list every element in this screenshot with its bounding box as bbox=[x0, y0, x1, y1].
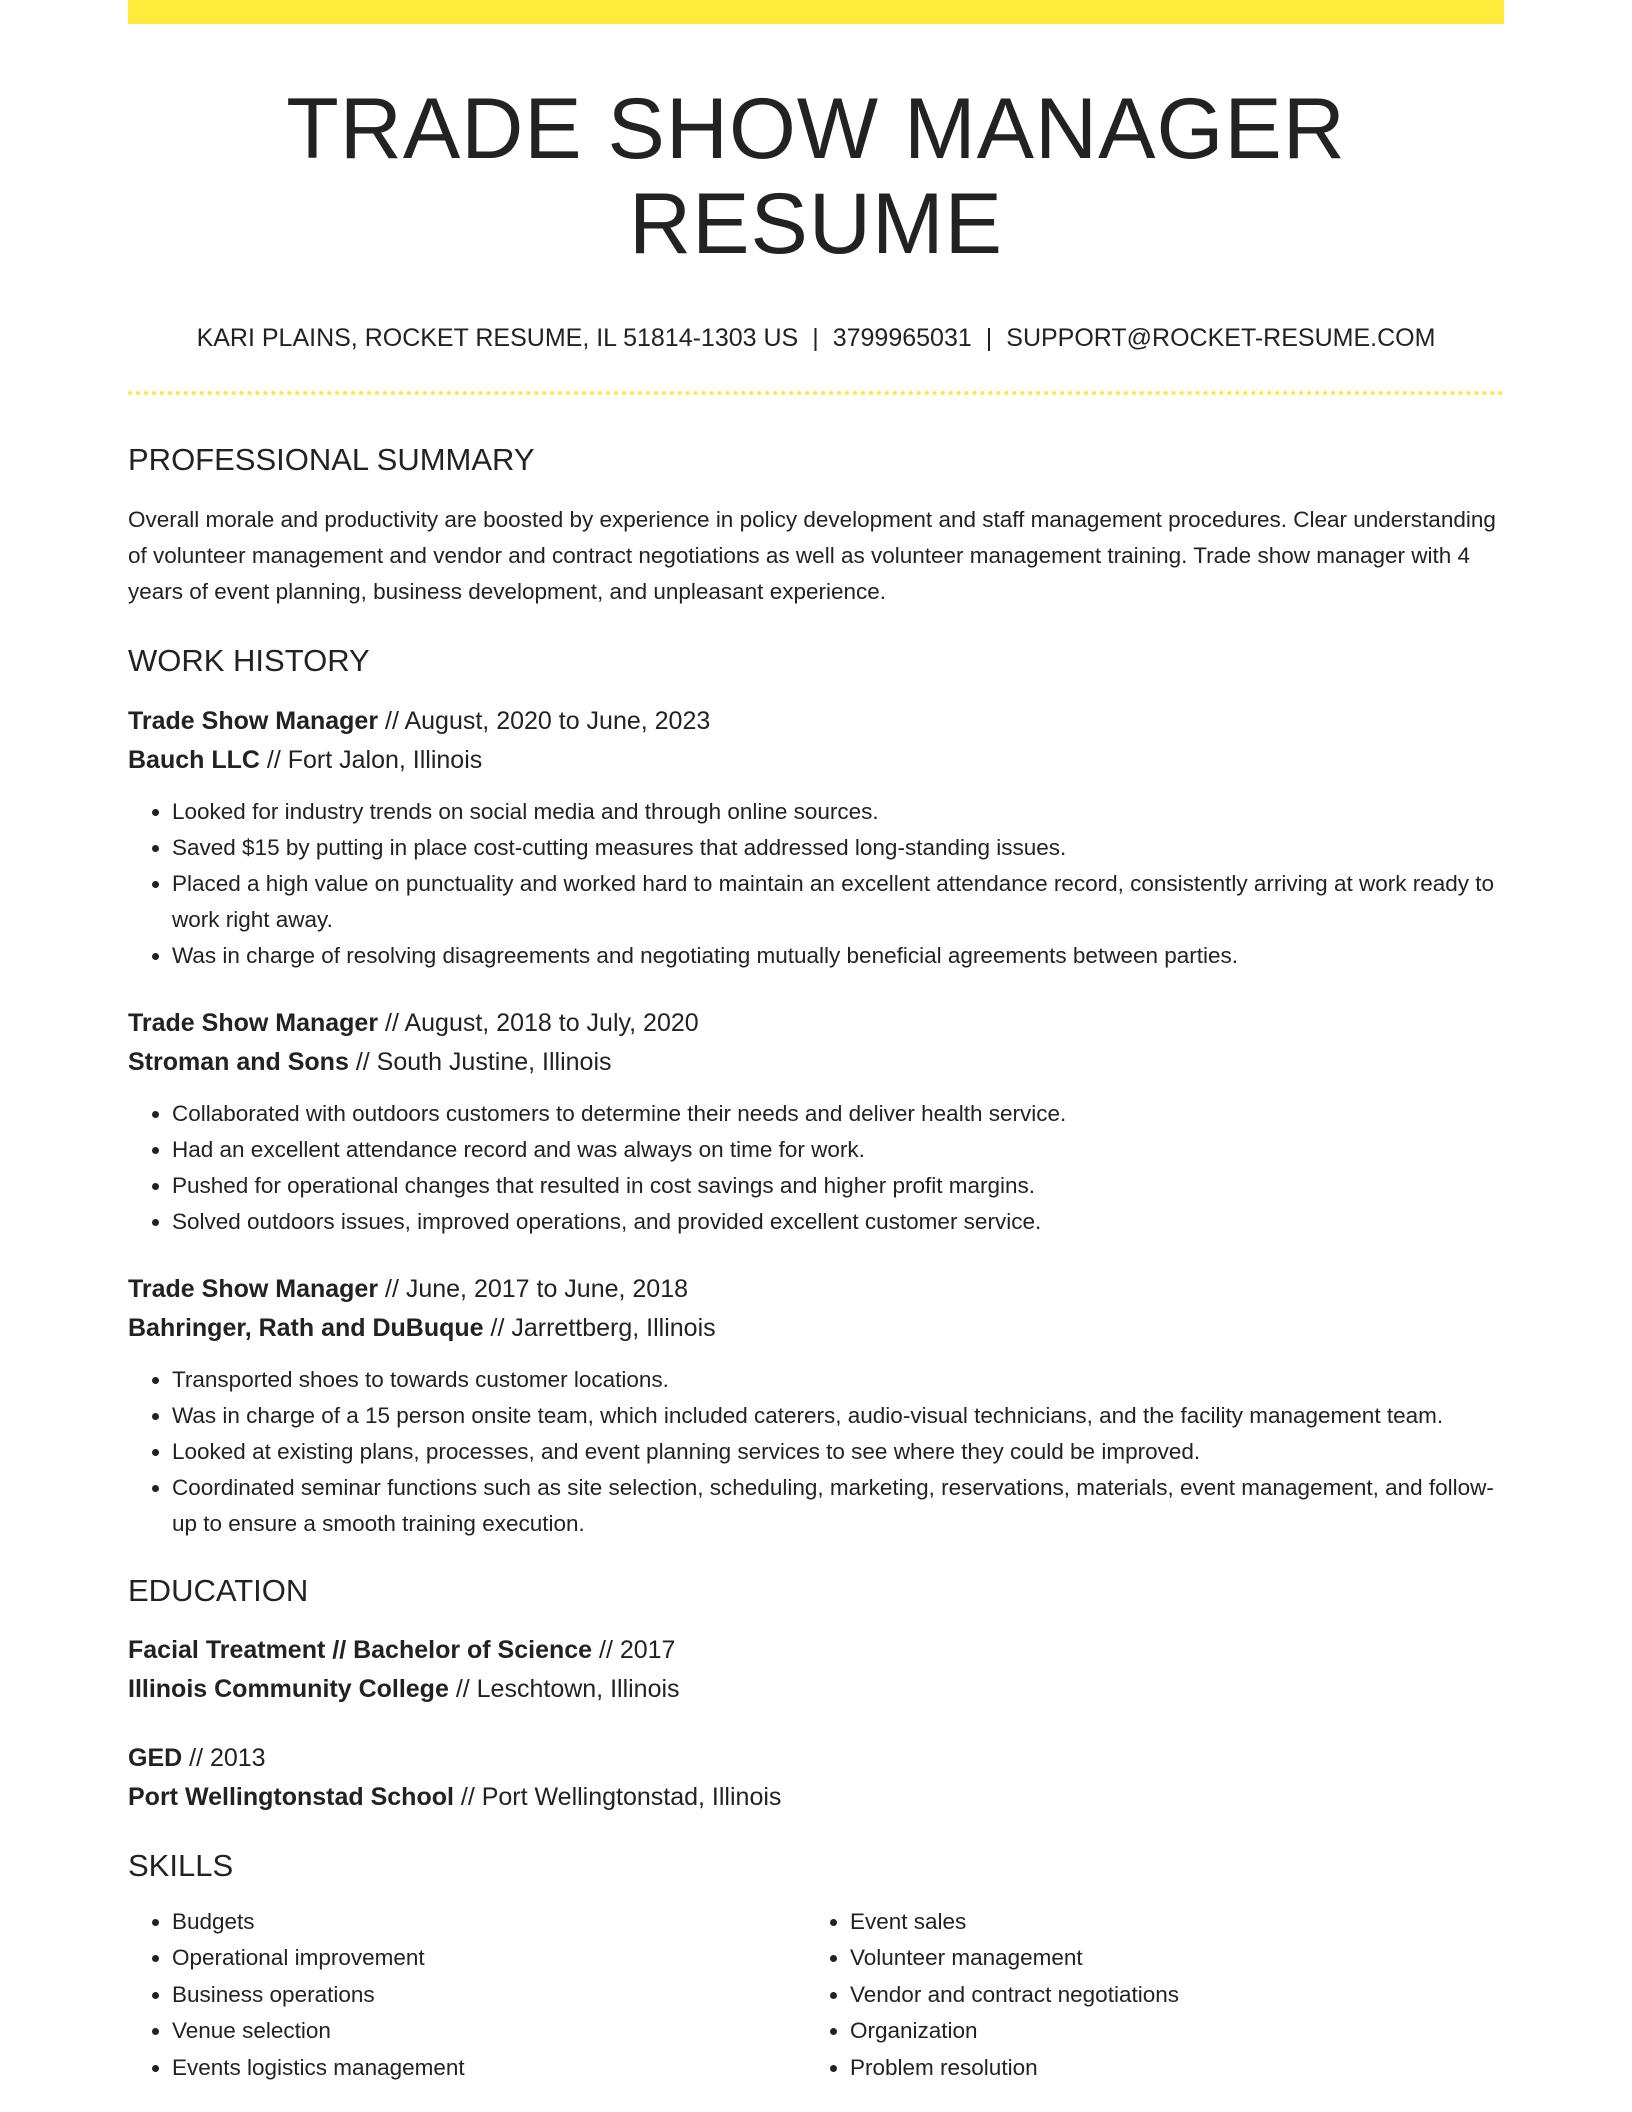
summary-text: Overall morale and productivity are boosted by experience in policy development and staff management procedures. Clear understanding of volunteer management and vendor and contract negotiations as well as volunteer management training. Trade show manager with 4 years of event planning, business development, and unpleasant experience. bbox=[128, 507, 1496, 605]
contact-separator: | bbox=[812, 324, 819, 353]
job-company: Bauch LLC bbox=[128, 745, 260, 774]
contact-phone[interactable]: 3799965031 bbox=[832, 324, 972, 353]
skills-heading: SKILLS bbox=[128, 1847, 234, 1883]
job-bullets bbox=[128, 1362, 1504, 1542]
contact-address: KARI PLAINS, ROCKET RESUME, IL 51814-1303 US bbox=[196, 324, 799, 353]
skills-column-right bbox=[806, 1904, 1484, 2087]
job-company: Bahringer, Rath and DuBuque bbox=[128, 1313, 484, 1342]
education-school-line bbox=[128, 1670, 1504, 1709]
job-dates: // August, 2020 to June, 2023 bbox=[378, 706, 711, 735]
top-accent-bar bbox=[128, 0, 1504, 24]
skill-item: • Volunteer management bbox=[850, 1940, 1484, 1977]
work-history-heading: WORK HISTORY bbox=[128, 643, 370, 679]
resume-title: TRADE SHOW MANAGER RESUME bbox=[286, 81, 1346, 272]
skill-item: • Budgets bbox=[172, 1904, 806, 1941]
education-entry bbox=[128, 1739, 1504, 1817]
skill-item: • Vendor and contract negotiations bbox=[850, 1977, 1484, 2014]
education-year: // 2013 bbox=[182, 1743, 266, 1772]
education-degree: GED bbox=[128, 1743, 183, 1772]
education-degree: Facial Treatment // Bachelor of Science bbox=[128, 1635, 593, 1664]
job-bullets bbox=[128, 794, 1504, 974]
job-location: // Jarrettberg, Illinois bbox=[483, 1313, 716, 1342]
job-location: // South Justine, Illinois bbox=[348, 1047, 612, 1076]
job-bullet: • Was in charge of a 15 person onsite team, which included caterers, audio-visual technicians, and the facility management team. bbox=[172, 1398, 1504, 1434]
job-title: Trade Show Manager bbox=[128, 1274, 379, 1303]
education-year: // 2017 bbox=[592, 1635, 676, 1664]
job-company: Stroman and Sons bbox=[128, 1047, 349, 1076]
job-location: // Fort Jalon, Illinois bbox=[259, 745, 483, 774]
job-bullet: • Placed a high value on punctuality and worked hard to maintain an excellent attendance record, consistently arriving at work ready to work right away. bbox=[172, 866, 1504, 938]
contact-separator: | bbox=[985, 324, 993, 353]
job-bullet: • Saved $15 by putting in place cost-cutting measures that addressed long-standing issues. bbox=[172, 830, 1504, 866]
skills-column-left bbox=[128, 1904, 806, 2087]
job-bullet: • Pushed for operational changes that resulted in cost savings and higher profit margins. bbox=[172, 1168, 1504, 1204]
job-bullet: • Solved outdoors issues, improved operations, and provided excellent customer service. bbox=[172, 1204, 1504, 1240]
skill-item: • Problem resolution bbox=[850, 2050, 1484, 2087]
job-dates: // June, 2017 to June, 2018 bbox=[378, 1274, 689, 1303]
skill-item: • Events logistics management bbox=[172, 2050, 806, 2087]
job-entry bbox=[128, 702, 1504, 974]
job-dates: // August, 2018 to July, 2020 bbox=[378, 1008, 699, 1037]
education-school-line bbox=[128, 1778, 1504, 1817]
job-entry bbox=[128, 1270, 1504, 1542]
resume-page bbox=[128, 0, 1504, 2086]
education-degree-line bbox=[128, 1631, 1504, 1670]
job-company-line bbox=[128, 741, 1504, 780]
job-bullet: • Was in charge of resolving disagreements and negotiating mutually beneficial agreements between parties. bbox=[172, 938, 1504, 974]
job-entry bbox=[128, 1004, 1504, 1240]
education-location: // Port Wellingtonstad, Illinois bbox=[453, 1782, 782, 1811]
job-bullet: • Looked at existing plans, processes, and event planning services to see where they could be improved. bbox=[172, 1434, 1504, 1470]
skills-grid bbox=[128, 1904, 1504, 2087]
dotted-divider bbox=[128, 391, 1504, 395]
job-bullet: • Collaborated with outdoors customers to determine their needs and deliver health service. bbox=[172, 1096, 1504, 1132]
job-title-line bbox=[128, 702, 1504, 741]
education-school: Illinois Community College bbox=[128, 1674, 449, 1703]
skill-item: • Venue selection bbox=[172, 2013, 806, 2050]
job-company-line bbox=[128, 1043, 1504, 1082]
education-degree-line bbox=[128, 1739, 1504, 1778]
summary-heading: PROFESSIONAL SUMMARY bbox=[128, 442, 535, 478]
job-title: Trade Show Manager bbox=[128, 1008, 379, 1037]
skill-item: • Organization bbox=[850, 2013, 1484, 2050]
skill-item: • Event sales bbox=[850, 1904, 1484, 1941]
job-bullet: • Coordinated seminar functions such as site selection, scheduling, marketing, reservations, materials, event management, and follow-up to ensure a smooth training execution. bbox=[172, 1470, 1504, 1542]
education-location: // Leschtown, Illinois bbox=[448, 1674, 680, 1703]
education-entry bbox=[128, 1631, 1504, 1709]
job-bullet: • Transported shoes to towards customer locations. bbox=[172, 1362, 1504, 1398]
education-school: Port Wellingtonstad School bbox=[128, 1782, 454, 1811]
contact-line bbox=[128, 323, 1504, 353]
job-bullets bbox=[128, 1096, 1504, 1240]
job-bullet: • Had an excellent attendance record and was always on time for work. bbox=[172, 1132, 1504, 1168]
skill-item: • Operational improvement bbox=[172, 1940, 806, 1977]
job-title-line bbox=[128, 1270, 1504, 1309]
job-company-line bbox=[128, 1309, 1504, 1348]
education-heading: EDUCATION bbox=[128, 1572, 309, 1608]
job-title-line bbox=[128, 1004, 1504, 1043]
job-bullet: • Looked for industry trends on social media and through online sources. bbox=[172, 794, 1504, 830]
job-title: Trade Show Manager bbox=[128, 706, 379, 735]
skill-item: • Business operations bbox=[172, 1977, 806, 2014]
contact-email[interactable]: SUPPORT@ROCKET-RESUME.COM bbox=[1006, 324, 1436, 353]
